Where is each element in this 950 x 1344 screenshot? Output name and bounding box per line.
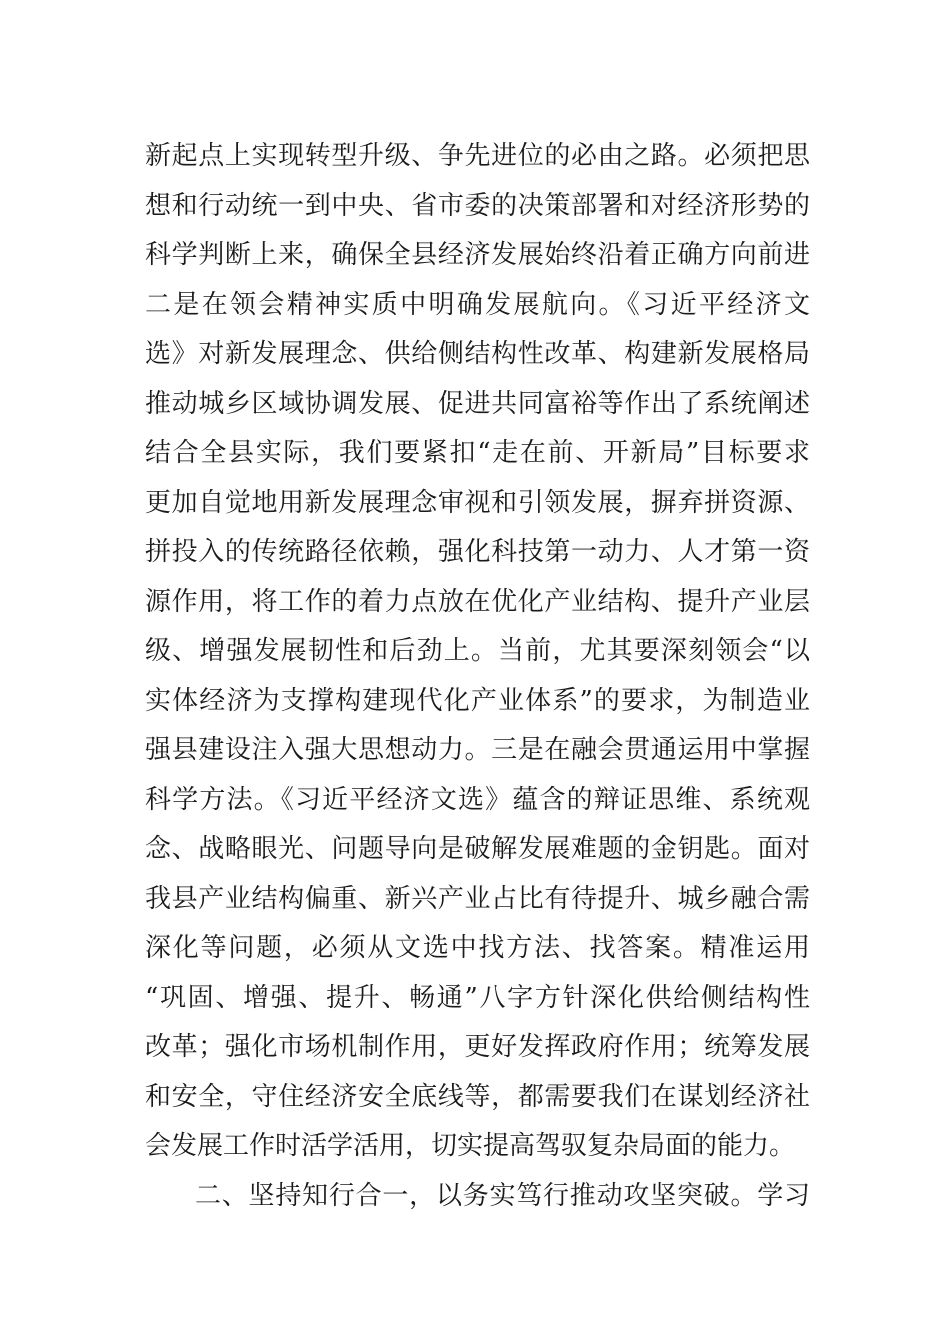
text-line: 推动城乡区域协调发展、促进共同富裕等作出了系统阐述 (145, 388, 810, 419)
text-line: 改革；强化市场机制作用，更好发挥政府作用；统筹发展 (145, 1032, 810, 1062)
paragraph-end-line: 会发展工作时活学活用，切实提高驾驭复杂局面的能力。 (145, 1131, 796, 1161)
text-line: 更加自觉地用新发展理念审视和引领发展，摒弃拼资源、 (145, 487, 810, 518)
text-line: 结合全县实际，我们要紧扣“走在前、开新局”目标要求 (145, 438, 810, 468)
text-line: 源作用，将工作的着力点放在优化产业结构、提升产业层 (145, 586, 810, 617)
text-line: 想和行动统一到中央、省市委的决策部署和对经济形势的 (145, 190, 810, 221)
text-line: 我县产业结构偏重、新兴产业占比有待提升、城乡融合需 (145, 883, 810, 914)
text-line: 科学判断上来，确保全县经济发展始终沿着正确方向前进 (145, 240, 810, 270)
text-line: 科学方法。《习近平经济文选》蕴含的辩证思维、系统观 (145, 784, 810, 815)
body-text (145, 132, 810, 1221)
text-line: 念、战略眼光、问题导向是破解发展难题的金钥匙。面对 (145, 834, 810, 864)
text-line: 级、增强发展韧性和后劲上。当前，尤其要深刻领会“以 (145, 636, 810, 666)
text-line: 拼投入的传统路径依赖，强化科技第一动力、人才第一资 (145, 537, 810, 567)
text-line: 深化等问题，必须从文选中找方法、找答案。精准运用 (145, 933, 810, 963)
text-line: 实体经济为支撑构建现代化产业体系”的要求，为制造业 (145, 685, 810, 716)
text-line: 强县建设注入强大思想动力。三是在融会贯通运用中掌握 (145, 735, 810, 765)
text-line: 和安全，守住经济安全底线等，都需要我们在谋划经济社 (145, 1081, 810, 1112)
text-line: 二是在领会精神实质中明确发展航向。《习近平经济文 (145, 289, 810, 320)
text-line: 新起点上实现转型升级、争先进位的必由之路。必须把思 (145, 141, 810, 171)
text-line: “巩固、增强、提升、畅通”八字方针深化供给侧结构性 (145, 982, 810, 1013)
section-heading-line: 二、坚持知行合一，以务实笃行推动攻坚突破。学习 (195, 1180, 810, 1211)
text-line: 选》对新发展理念、供给侧结构性改革、构建新发展格局 (145, 339, 810, 369)
